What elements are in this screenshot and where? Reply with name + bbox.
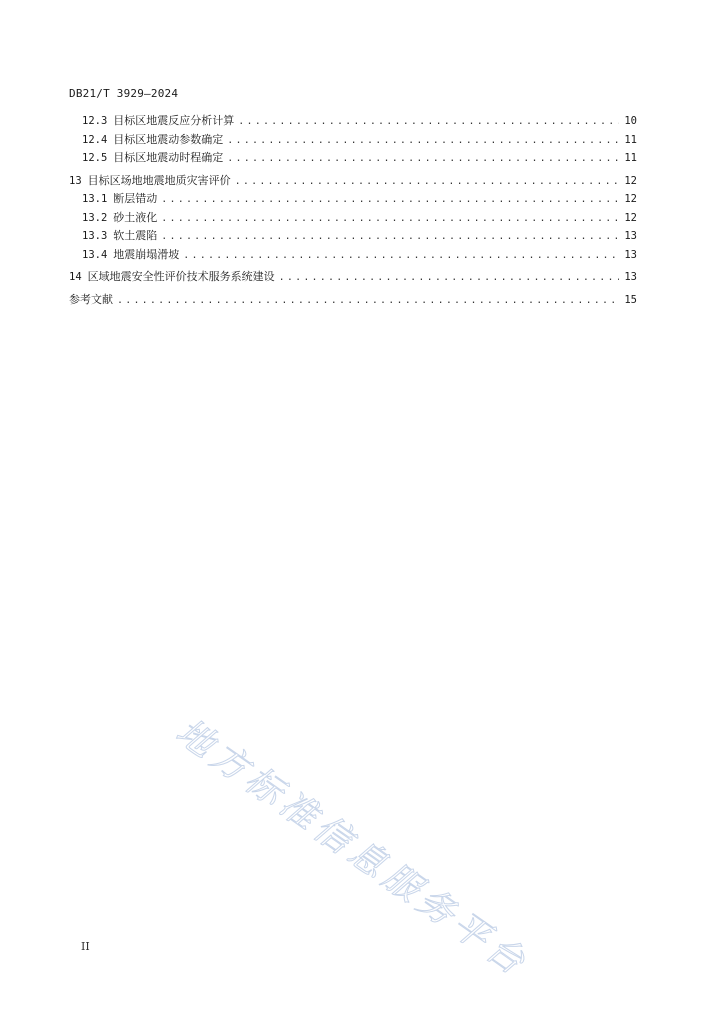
standard-code: DB21/T 3929—2024 (69, 87, 179, 100)
toc-entry-number: 14 (69, 271, 82, 283)
toc-dot-leader (279, 269, 619, 288)
toc-entry[interactable] (69, 112, 637, 131)
page-number: II (81, 940, 90, 953)
toc-dot-leader (161, 191, 619, 210)
toc-entry-title: 目标区地震动时程确定 (113, 151, 224, 164)
toc-entry-page: 13 (624, 248, 637, 261)
toc-entry-number: 13.3 (82, 230, 108, 242)
toc-entry-number: 13 (69, 174, 82, 187)
toc-entry[interactable] (69, 172, 637, 191)
toc-dot-leader (161, 210, 619, 229)
toc-entry-number: 13.4 (82, 248, 108, 261)
toc-dot-leader (117, 292, 619, 311)
toc-entry-number: 13.2 (82, 211, 108, 224)
toc-entry-page: 12 (624, 211, 637, 224)
toc-entry[interactable] (69, 190, 637, 209)
toc-entry[interactable] (69, 209, 637, 228)
toc-entry-number: 12.4 (82, 133, 108, 146)
toc-entry-page: 15 (624, 293, 637, 306)
toc-entry[interactable] (69, 131, 637, 150)
toc-entry-number: 13.1 (82, 193, 108, 205)
toc-entry[interactable] (69, 149, 637, 168)
toc-entry-title: 砂土液化 (113, 210, 158, 224)
toc-entry-title: 目标区地震动参数确定 (113, 132, 224, 146)
toc-entry-page: 13 (624, 271, 637, 283)
toc-entry[interactable] (69, 246, 637, 265)
toc-entry-page: 12 (624, 174, 637, 187)
toc-entry-title: 目标区场地地震地质灾害评价 (87, 173, 231, 187)
toc-entry-title: 区域地震安全性评价技术服务系统建设 (87, 270, 275, 283)
table-of-contents (69, 112, 637, 309)
toc-entry-page: 12 (624, 193, 637, 205)
toc-entry-page: 10 (624, 115, 637, 127)
toc-entry-number: 12.3 (82, 115, 108, 127)
toc-entry-page: 13 (624, 230, 637, 242)
toc-dot-leader (235, 173, 619, 192)
toc-entry[interactable] (69, 227, 637, 246)
toc-dot-leader (183, 247, 619, 266)
toc-entry-page: 11 (624, 133, 637, 146)
toc-entry-title: 软土震陷 (113, 229, 158, 242)
toc-dot-leader (227, 132, 619, 151)
toc-entry-title: 断层错动 (113, 192, 158, 205)
toc-entry[interactable] (69, 291, 637, 310)
toc-entry-title: 目标区地震反应分析计算 (113, 114, 235, 127)
watermark: 地方标准信息服务平台 (168, 711, 537, 986)
toc-entry[interactable] (69, 268, 637, 287)
toc-dot-leader (227, 150, 619, 169)
toc-entry-title: 地震崩塌滑坡 (113, 247, 180, 261)
toc-dot-leader (238, 113, 619, 132)
toc-dot-leader (161, 228, 619, 247)
toc-entry-title: 参考文献 (69, 292, 113, 306)
toc-entry-page: 11 (624, 152, 637, 164)
toc-entry-number: 12.5 (82, 152, 108, 164)
